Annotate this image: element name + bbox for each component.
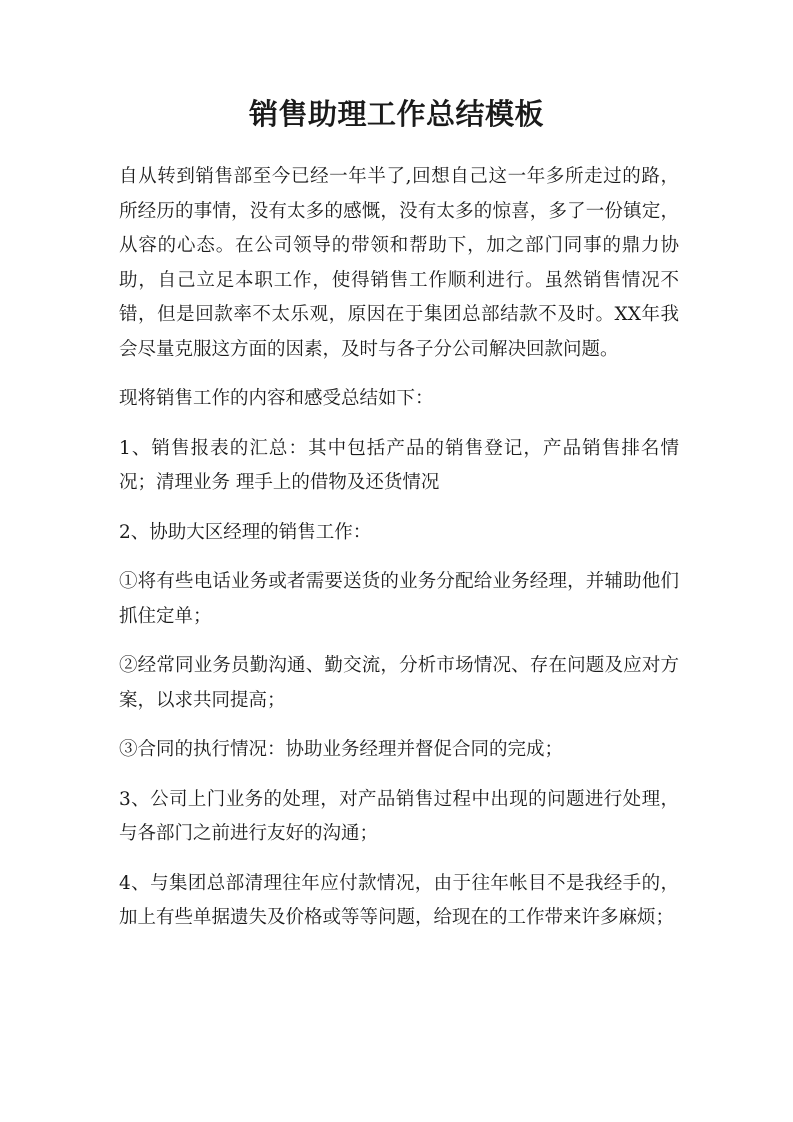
paragraph-item-2-sub-1: ①将有些电话业务或者需要送货的业务分配给业务经理，并辅助他们抓住定单； <box>119 571 679 627</box>
paragraph-item-2-sub-3: ③合同的执行情况：协助业务经理并督促合同的完成； <box>119 739 564 760</box>
paragraph-item-2-sub-2: ②经常同业务员勤沟通、勤交流，分析市场情况、存在问题及应对方案，以求共同提高； <box>119 655 679 711</box>
document-title: 销售助理工作总结模板 <box>248 97 544 131</box>
paragraph-item-2: 2、协助大区经理的销售工作： <box>119 521 372 543</box>
paragraph-item-3: 3、公司上门业务的处理，对产品销售过程中出现的问题进行处理，与各部门之前进行友好的沟通； <box>119 788 679 844</box>
paragraph-summary-lead: 现将销售工作的内容和感受总结如下： <box>119 388 434 409</box>
paragraph-intro: 自从转到销售部至今已经一年半了,回想自己这一年多所走过的路，所经历的事情，没有太多的感慨，没有太多的惊喜，多了一份镇定，从容的心态。在公司领导的带领和帮助下，加之部门同事的鼎力协助，自己立足本职工作，使得销售工作顺利进行。虽然销售情况不错，但是回款率不太乐观，原因在于集团总部结款不及时。XX年我会尽量克服这方面的因素，及时与各子分公司解决回款问题。 <box>119 166 679 360</box>
document-body <box>119 160 679 951</box>
paragraph-item-4: 4、与集团总部清理往年应付款情况，由于往年帐目不是我经手的，加上有些单据遗失及价格或等等问题，给现在的工作带来许多麻烦； <box>119 872 679 928</box>
paragraph-item-1: 1、销售报表的汇总：其中包括产品的销售登记，产品销售排名情况；清理业务 理手上的借物及还货情况 <box>119 437 679 493</box>
